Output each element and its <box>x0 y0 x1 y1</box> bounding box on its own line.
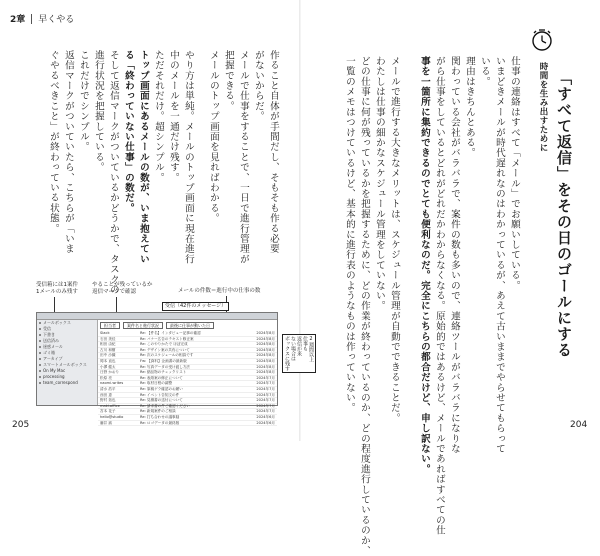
message-date: 2024年8月 <box>256 358 275 363</box>
book-gutter <box>299 0 301 441</box>
message-date: 2024年7月 <box>256 386 275 391</box>
message-sender: Slack <box>100 331 110 335</box>
column-labels <box>98 320 277 331</box>
body-column: どの仕事に何が残っているかを把握するために、どの作業が終わっているのか、どの程度進行しているのか、 <box>358 56 370 556</box>
message-subject: Re: デザイン案の共有について <box>140 347 190 352</box>
message-subject: Re: 次のスケジュールの相談です <box>140 353 194 358</box>
message-subject: Re: このやりかたで ほぼ完成 <box>140 342 188 347</box>
message-sender: 藤井 誠 <box>100 420 112 425</box>
body-column: 進行状況を把握している。 <box>92 50 104 173</box>
message-date: 2024年7月 <box>256 403 275 408</box>
body-column: 理由はきちんとある。 <box>463 56 475 158</box>
body-column: メールで仕事をすることで、一日で進行管理が <box>237 50 249 265</box>
message-date: 2024年7月 <box>256 409 275 414</box>
message-date: 2024年7月 <box>256 381 275 386</box>
chapter-label: 2章 <box>10 15 26 25</box>
sidebar-item: team_correspond <box>37 380 97 386</box>
sidebar-item: スマートメールボックス <box>37 362 97 368</box>
message-subject: Re: 新規案件のご相談 <box>140 409 176 414</box>
body-column-emphasis: る「終わっていない仕事」の数だ。 <box>122 50 134 214</box>
running-header <box>10 12 74 25</box>
message-sender: 相田 由紀 <box>100 342 116 347</box>
sidebar-item: ゴミ箱 <box>37 350 97 356</box>
sidebar-item: 送信済み <box>37 338 97 344</box>
section-label: 早くやる <box>38 15 75 25</box>
body-column: がないからだ。 <box>252 50 264 122</box>
message-date: 2024年8月 <box>256 347 275 352</box>
message-sender: 田中 沙織 <box>100 353 116 358</box>
body-column: やり方は単純。メールのトップ画面に現在進行 <box>182 50 194 265</box>
label-sender: 担当者 <box>100 322 120 329</box>
body-column-emphasis: 事を一箇所に集約できるのでとても便利なのだ。完全にこちらの都合だけど、申し訳ない。 <box>418 56 430 475</box>
body-column: 仕事の連絡はすべて「メール」でお願いしている。 <box>508 56 520 291</box>
message-date: 2024年6月 <box>256 420 275 425</box>
message-rows <box>98 331 277 426</box>
message-date: 2024年8月 <box>256 331 275 335</box>
message-subject: Re: イベント告知文の件 <box>140 392 180 397</box>
message-date: 2024年8月 <box>256 370 275 375</box>
header-divider <box>31 14 32 24</box>
mailbox-sidebar <box>37 320 98 405</box>
message-date: 2024年7月 <box>256 375 275 380</box>
message-date: 2024年8月 <box>256 353 275 358</box>
message-subject: Re: 納品物のチェックリスト <box>140 370 187 375</box>
message-row <box>98 421 277 427</box>
message-sender: 清水 浩平 <box>100 386 116 391</box>
message-date: 2024年7月 <box>256 392 275 397</box>
message-subject: Re: 取材日程の調整 <box>140 381 173 386</box>
callout-count: メールの件数＝進行中の仕事の数 <box>178 288 261 294</box>
message-sender: 日野 かおり <box>100 370 120 375</box>
message-sender: 野村 拓也 <box>100 398 116 403</box>
message-date: 2024年8月 <box>256 364 275 369</box>
mail-screenshot-figure <box>36 282 314 425</box>
body-column: メールのトップ画面を見ればわかる。 <box>207 50 219 224</box>
message-date: 2024年8月 <box>256 336 275 341</box>
message-sender: 古川 和樹 <box>100 347 116 352</box>
section-subtitle: 時間を生み出すために <box>538 62 548 152</box>
message-subject: Re: 表紙案の修正について <box>140 375 183 380</box>
message-subject: Re: 【件名】インタビュー記事の確認 <box>140 331 201 335</box>
body-column: そして返信マークがついているかどうかで、タスクの <box>107 50 119 295</box>
body-column: わたしは仕事の細かなスケジュール管理をしていない。 <box>373 56 385 311</box>
message-subject: Re: 打ち合わせの議事録 <box>140 414 180 419</box>
message-sender: 石田 美佳 <box>100 336 116 341</box>
label-subject: 案件名と進行状況 <box>123 322 163 329</box>
callout-inbox: 受信箱には1案件 1メールのみ残す <box>36 282 78 295</box>
clock-icon <box>530 28 554 52</box>
message-list <box>98 320 277 425</box>
message-sender: naomi.writes <box>100 381 124 386</box>
message-sender: hello@studio <box>100 414 124 419</box>
message-subject: Re: 請求書の件ご確認ください <box>140 403 191 408</box>
sidebar-item: アーカイブ <box>37 356 97 362</box>
sidebar-item: 下書き <box>37 332 97 338</box>
body-column: いる。 <box>478 56 490 87</box>
body-column: 作ること自体が手間だし、そもそも作る必要 <box>267 50 279 254</box>
message-subject: Re: 見積書の送付について <box>140 398 183 403</box>
message-sender: maki.office <box>100 403 120 408</box>
message-subject: Fw: 【資料】企画書の最新版 <box>140 358 187 363</box>
message-subject: Re: 原稿ゲラ確認のお願い <box>140 386 183 391</box>
body-column: 関わっている会社がバラバラで、案件の数も多いので、連絡ツールがバラバラになりな <box>448 56 460 454</box>
body-column: ただそれだけ。超シンプル。 <box>152 50 164 183</box>
message-sender: 松原 亮 <box>100 375 112 380</box>
message-date: 2024年8月 <box>256 342 275 347</box>
window-titlebar <box>37 313 277 320</box>
body-column-emphasis: トップ画面にあるメールの数が、いま抱えてい <box>137 50 149 265</box>
section-title: 「すべて返信」をその日のゴールにする <box>555 70 573 358</box>
message-sender: 宮本 花子 <box>100 409 116 414</box>
sidebar-item: On My Mac <box>37 368 97 374</box>
mail-app-window <box>36 312 278 425</box>
side-note: 2週間以上 仕事も 返信が来 ない場合は ボックスに残す <box>284 336 314 371</box>
message-date: 2024年7月 <box>256 398 275 403</box>
message-subject: Re: ロゴデータの最終版 <box>140 420 180 425</box>
body-column: いまどきメールが時代遅れなのはわかっているが、あえて古いままでやらせてもらって <box>493 56 505 454</box>
callout-reply-mark: やることが残っているか 返信マークで確認 <box>92 282 153 295</box>
message-subject: Re: バナー広告のテキスト修正案 <box>140 336 194 341</box>
body-column: 把握できる。 <box>222 50 234 112</box>
sidebar-item: processing <box>37 374 97 380</box>
sidebar-item: 迷惑メール <box>37 344 97 350</box>
message-sender: 西田 恵 <box>100 392 112 397</box>
sidebar-item: 受信 <box>37 326 97 332</box>
body-column: メールで進行する大きなメリットは、スケジュール管理が自動でできることだ。 <box>388 56 400 424</box>
page-number-left: 205 <box>12 420 30 430</box>
message-date: 2024年6月 <box>256 414 275 419</box>
body-column: これだけでシンプル。 <box>77 50 89 152</box>
body-column: ぐやるべきこと」が終わっている状態。 <box>47 50 59 234</box>
message-sender: 小澤 健太 <box>100 364 116 369</box>
sidebar-item: メールボックス <box>37 320 97 326</box>
body-column: がら仕事をしているとどれがどれだかわからなくなる。原始的ではあるけど、メールであればすべての仕 <box>433 56 445 536</box>
page-number-right: 204 <box>570 420 588 430</box>
label-date: 最後に仕事が動いた日 <box>166 322 214 329</box>
message-subject: Re: 写真データの受け渡し方法 <box>140 364 191 369</box>
inbox-count-label: 受信（42件のメッセージ） <box>162 302 229 311</box>
body-column: 一覧のメモはつけているけど、基本的に進行表のようなものは作っていない。 <box>343 56 355 413</box>
message-sender: 岡本 直也 <box>100 358 116 363</box>
body-column: 中のメールを一通だけ残す。 <box>167 50 179 183</box>
body-column: 返信マークがついていたら、こちらが「いま <box>62 50 74 254</box>
